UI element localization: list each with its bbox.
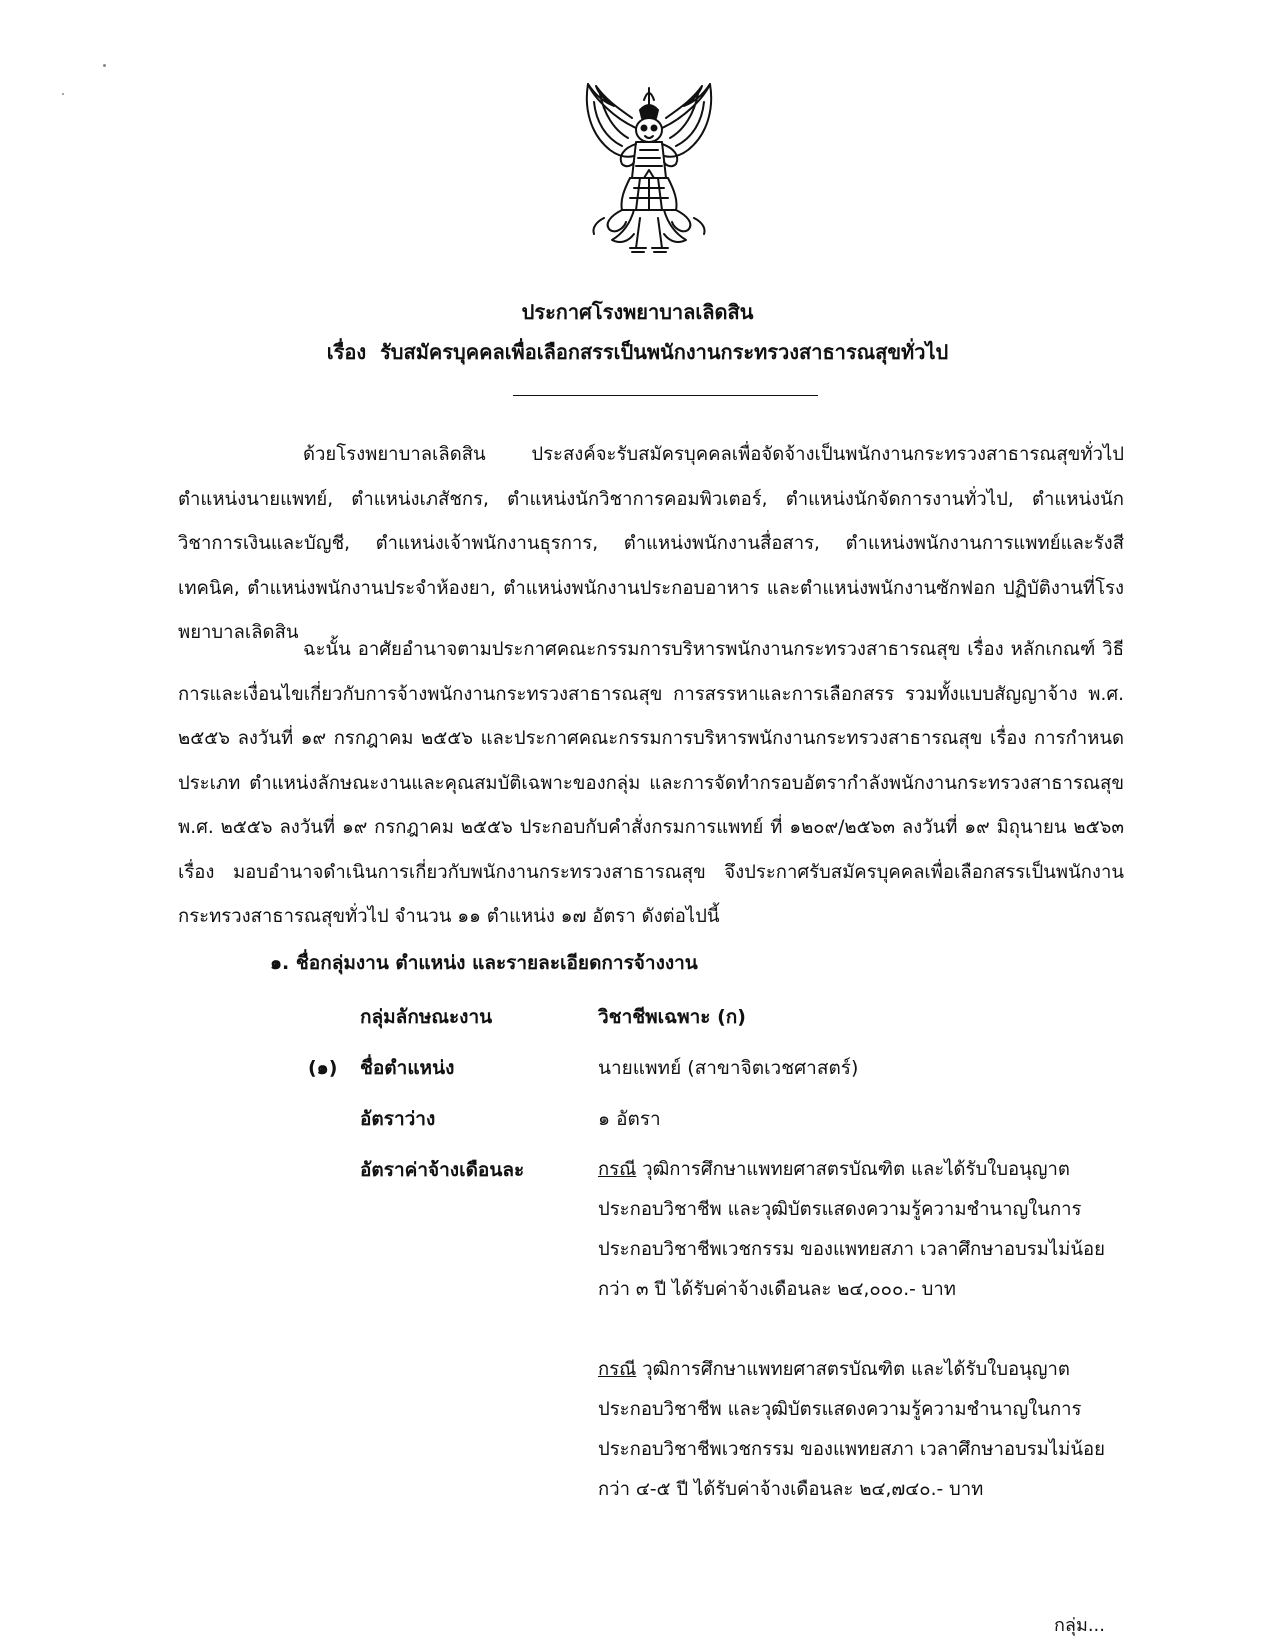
position-label: ชื่อตำแหน่ง (360, 1057, 455, 1079)
title-divider (513, 395, 818, 396)
case-keyword: กรณี (598, 1359, 637, 1380)
position-value: นายแพทย์ (สาขาจิตเวชศาสตร์) (598, 1057, 859, 1079)
scan-speck (103, 64, 106, 67)
group-label: กลุ่มลักษณะงาน (360, 1006, 493, 1028)
continued-marker: กลุ่ม... (1054, 1615, 1105, 1636)
salary-label: อัตราค่าจ้างเดือนละ (360, 1159, 525, 1181)
garuda-emblem-icon (574, 78, 724, 258)
case-text: วุฒิการศึกษาแพทยศาสตรบัณฑิต และได้รับใบอนุญาตประกอบวิชาชีพ และวุฒิบัตรแสดงความรู้ความชำนาญในการประกอบวิชาชีพเวชกรรม ของแพทยสภา เวลาศึกษาอบรมไม่น้อยกว่า ๓ ปี ได้รับค่าจ้างเดือนละ ๒๔,๐๐๐.- บาท (598, 1159, 1105, 1300)
paragraph-authority-text: ฉะนั้น อาศัยอำนาจตามประกาศคณะกรรมการบริหารพนักงานกระทรวงสาธารณสุข เรื่อง หลักเกณฑ์ วิธีการและเงื่อนไขเกี่ยวกับการจ้างพนักงานกระทรวงสาธารณสุข การสรรหาและการเลือกสรร รวมทั้งแบบสัญญาจ้าง พ.ศ. ๒๕๕๖ ลงวันที่ ๑๙ กรกฎาคม ๒๕๕๖ และประกาศคณะกรรมการบริหารพนักงานกระทรวงสาธารณสุข เรื่อง การกำหนดประเภท ตำแหน่งลักษณะงานและคุณสมบัติเฉพาะของกลุ่ม และการจัดทำกรอบอัตรากำลังพนักงานกระทรวงสาธารณสุข พ.ศ. ๒๕๕๖ ลงวันที่ ๑๙ กรกฎาคม ๒๕๕๖ ประกอบกับคำสั่งกรมการแพทย์ ที่ ๑๒๐๙/๒๕๖๓ ลงวันที่ ๑๙ มิถุนายน ๒๕๖๓ เรื่อง มอบอำนาจดำเนินการเกี่ยวกับพนักงานกระทรวงสาธารณสุข จึงประกาศรับสมัครบุคคลเพื่อเลือกสรรเป็นพนักงานกระทรวงสาธารณสุขทั่วไป จำนวน ๑๑ ตำแหน่ง ๑๗ อัตรา ดังต่อไปนี้ (178, 639, 1124, 927)
paragraph-authority (178, 628, 1124, 940)
subject-label: เรื่อง (326, 340, 367, 364)
section-heading: ๑. ชื่อกลุ่มงาน ตำแหน่ง และรายละเอียดการจ้างงาน (270, 952, 698, 974)
case-text: วุฒิการศึกษาแพทยศาสตรบัณฑิต และได้รับใบอนุญาตประกอบวิชาชีพ และวุฒิบัตรแสดงความรู้ความชำนาญในการประกอบวิชาชีพเวชกรรม ของแพทยสภา เวลาศึกษาอบรมไม่น้อยกว่า ๔-๕ ปี ได้รับค่าจ้างเดือนละ ๒๔,๗๔๐.- บาท (598, 1359, 1105, 1500)
scan-speck (62, 93, 64, 95)
announcement-subject (0, 336, 1275, 368)
case-keyword: กรณี (598, 1159, 637, 1180)
vacancy-label: อัตราว่าง (360, 1108, 436, 1130)
salary-case-1 (598, 1150, 1114, 1310)
announcement-title: ประกาศโรงพยาบาลเลิดสิน (521, 300, 754, 324)
salary-case-2 (598, 1350, 1114, 1510)
paragraph-intro-text: ด้วยโรงพยาบาลเลิดสิน ประสงค์จะรับสมัครบุคคลเพื่อจัดจ้างเป็นพนักงานกระทรวงสาธารณสุขทั่วไป ตำแหน่งนายแพทย์, ตำแหน่งเภสัชกร, ตำแหน่งนักวิชาการคอมพิวเตอร์, ตำแหน่งนักจัดการงานทั่วไป, ตำแหน่งนักวิชาการเงินและบัญชี, ตำแหน่งเจ้าพนักงานธุรการ, ตำแหน่งพนักงานสื่อสาร, ตำแหน่งพนักงานการแพทย์และรังสีเทคนิค, ตำแหน่งพนักงานประจำห้องยา, ตำแหน่งพนักงานประกอบอาหาร และตำแหน่งพนักงานซักฟอก ปฏิบัติงานที่โรงพยาบาลเลิดสิน (178, 444, 1124, 643)
vacancy-value: ๑ อัตรา (598, 1108, 661, 1130)
paragraph-intro (178, 433, 1124, 656)
item-number: (๑) (308, 1057, 338, 1079)
group-value: วิชาชีพเฉพาะ (ก) (598, 1006, 746, 1028)
subject-text: รับสมัครบุคคลเพื่อเลือกสรรเป็นพนักงานกระทรวงสาธารณสุขทั่วไป (380, 340, 949, 364)
